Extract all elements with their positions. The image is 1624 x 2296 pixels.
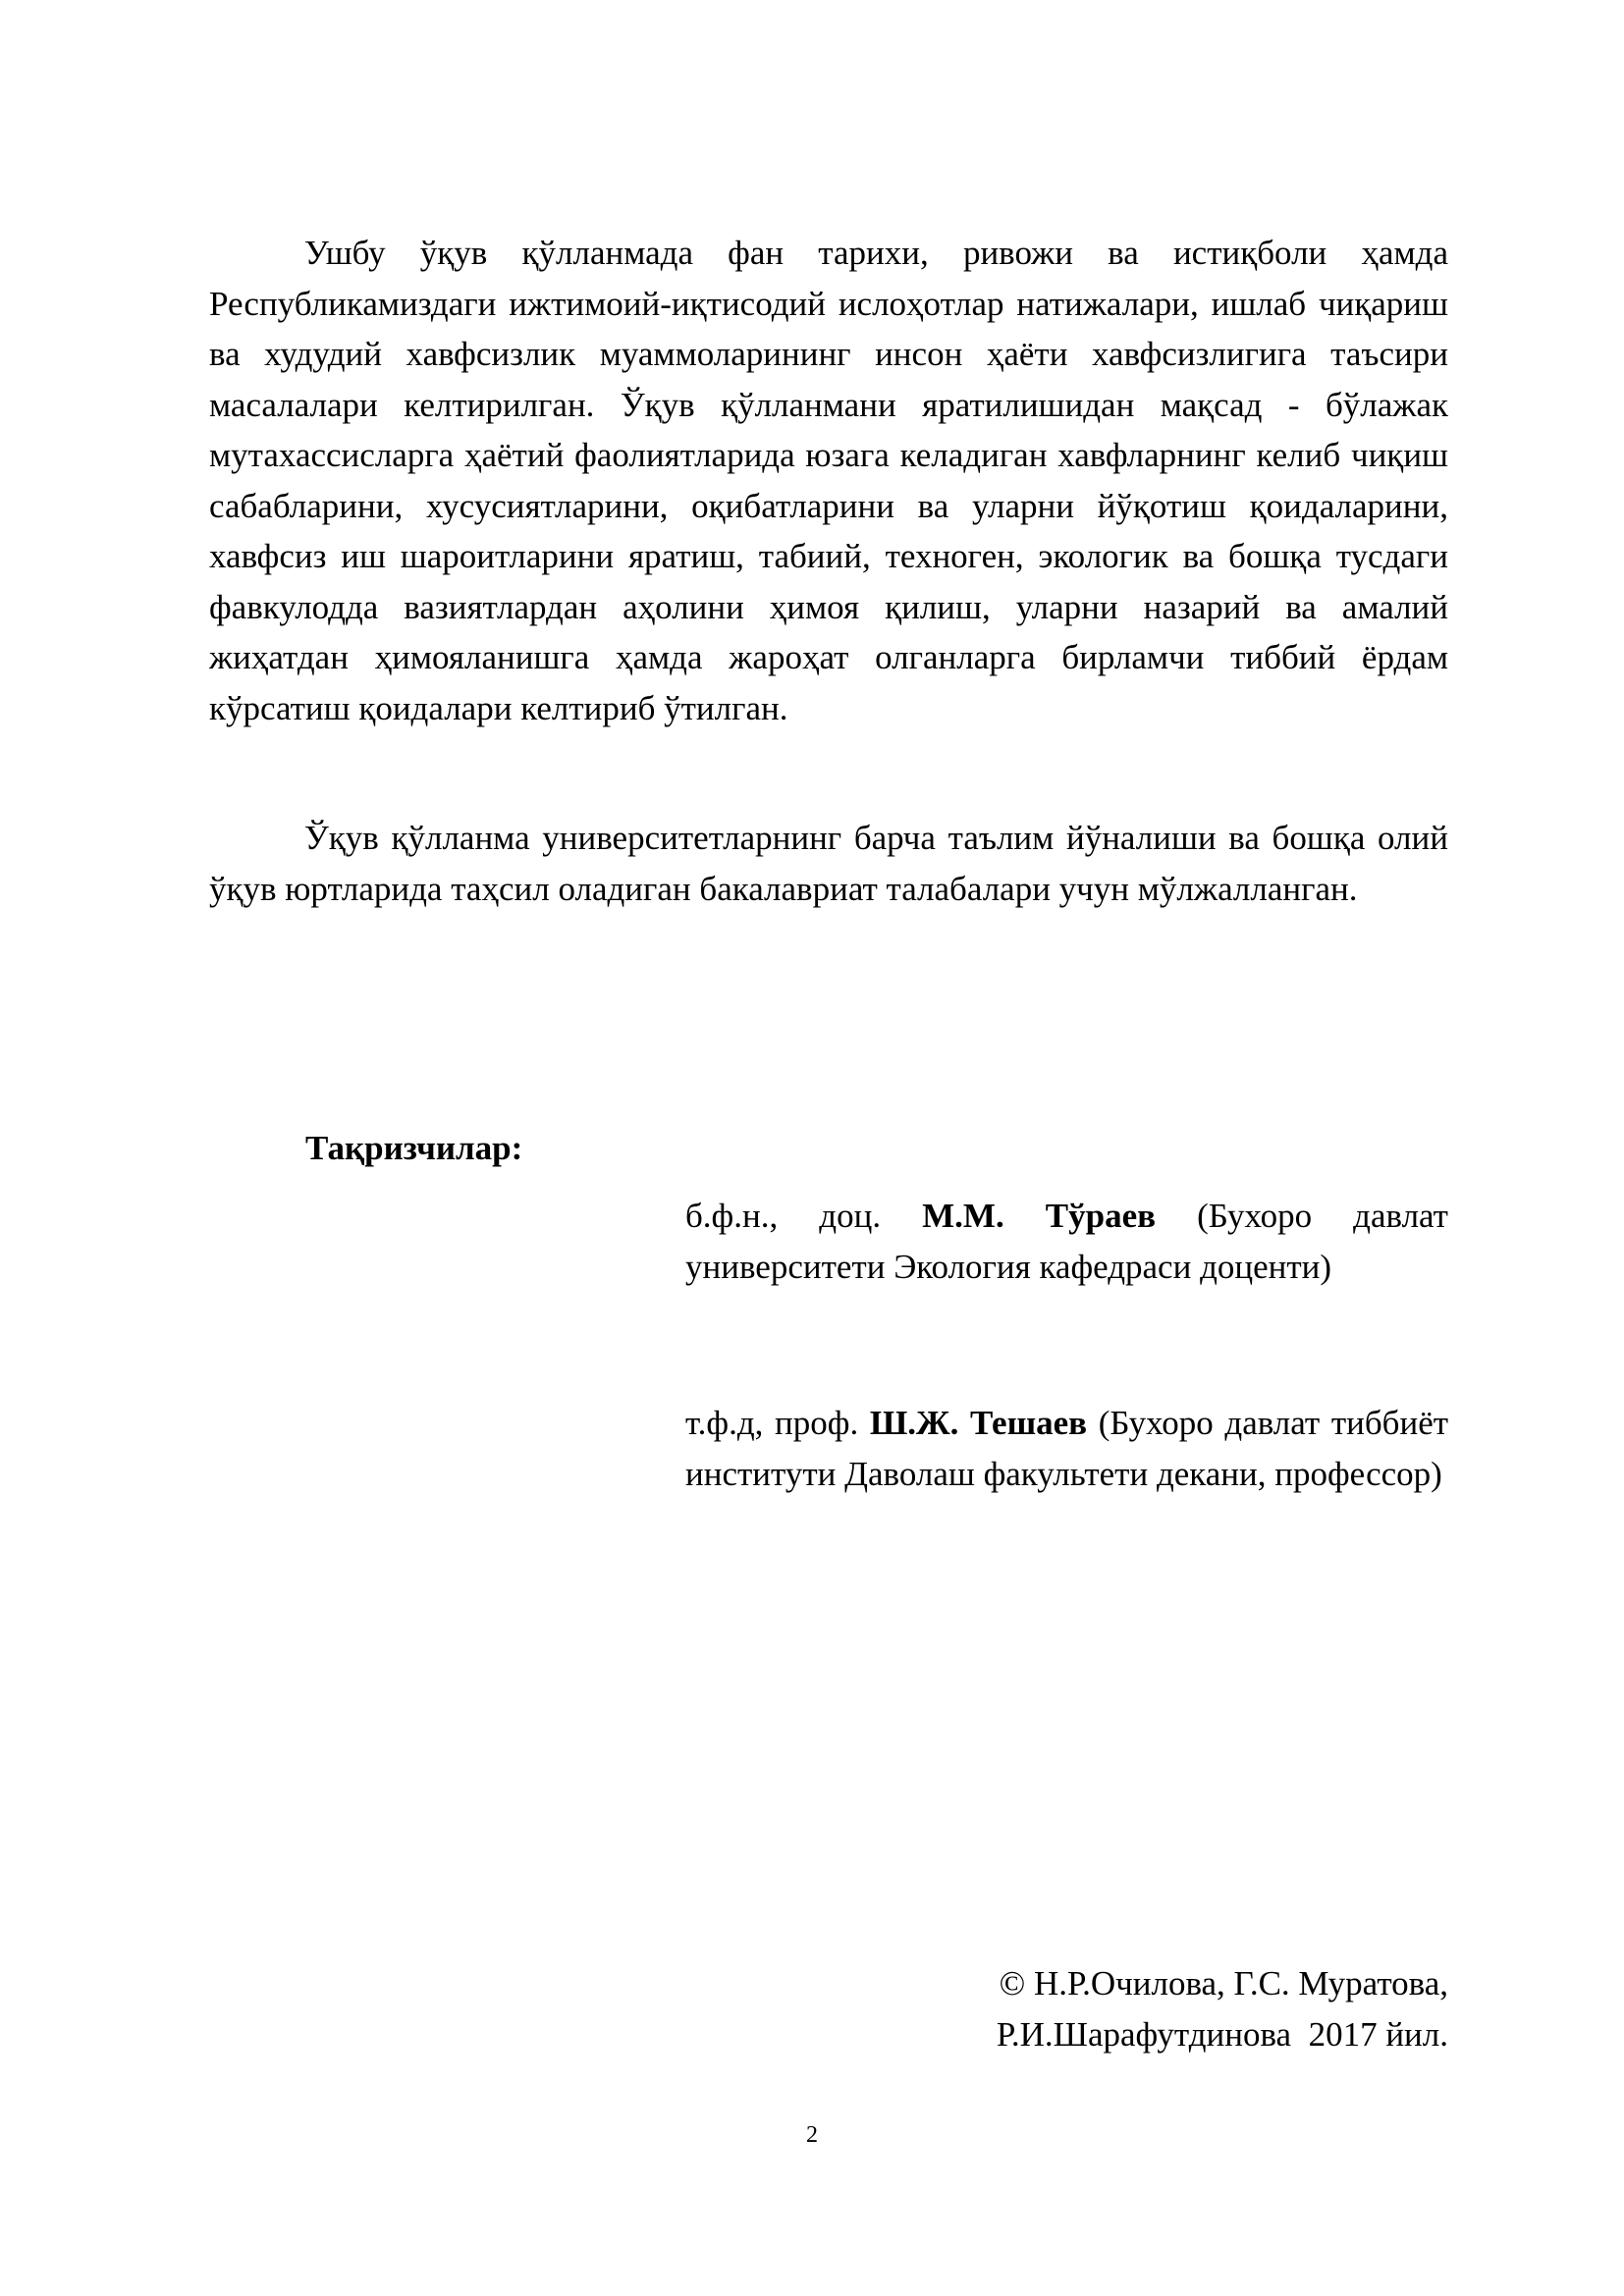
reviewer-1-affiliation: (Бухоро давлат университети Экология кафедраси доценти) xyxy=(685,1197,1448,1286)
copyright-block xyxy=(997,1958,1448,2059)
reviewer-entry-1 xyxy=(685,1191,1448,1292)
copyright-line-2: Р.И.Шарафутдинова 2017 йил. xyxy=(996,2014,1448,2054)
reviewer-2-name: Ш.Ж. Тешаев xyxy=(869,1404,1088,1442)
intro-paragraph-2: Ўқув қўлланма университетларнинг барча таълим йўналиши ва бошқа олий ўқув юртларида таҳсил оладиган бакалавриат талабалари учун мўлжалланган. xyxy=(209,819,1448,908)
page-number: 2 xyxy=(806,2122,818,2148)
copyright-line-1: © Н.Р.Очилова, Г.С. Муратова, xyxy=(999,1964,1448,2002)
intro-paragraph-1: Ушбу ўқув қўлланмада фан тарихи, ривожи ва истиқболи ҳамда Республикамиздаги ижтимоий-иқтисодий ислоҳотлар натижалари, ишлаб чиқариш ва худудий хавфсизлик муаммоларининг инсон ҳаёти хавфсизлигига таъсири масалалари келтирилган. Ўқув қўлланмани яратилишидан мақсад - бўлажак мутахассисларга ҳаётий фаолиятларида юзага келадиган хавфларнинг келиб чиқиш сабабларини, хусусиятларини, оқибатларини ва уларни йўқотиш қоидаларини, хавфсиз иш шароитларини яратиш, табиий, техноген, экологик ва бошқа тусдаги фавкулодда вазиятлардан аҳолини ҳимоя қилиш, уларни назарий ва амалий жиҳатдан ҳимояланишга ҳамда жароҳат олганларга бирламчи тиббий ёрдам кўрсатиш қоидалари келтириб ўтилган. xyxy=(209,234,1448,727)
reviewer-1-name: М.М. Тўраев xyxy=(922,1197,1157,1235)
reviewer-2-prefix: т.ф.д, проф. xyxy=(685,1404,859,1442)
reviewer-entry-2 xyxy=(685,1398,1448,1499)
reviewer-2-affiliation: (Бухоро давлат тиббиёт институти Даволаш факультети декани, профессор) xyxy=(685,1404,1449,1493)
reviewer-1-prefix: б.ф.н., доц. xyxy=(685,1197,882,1235)
reviewers-heading: Тақризчилар: xyxy=(305,1129,523,1167)
